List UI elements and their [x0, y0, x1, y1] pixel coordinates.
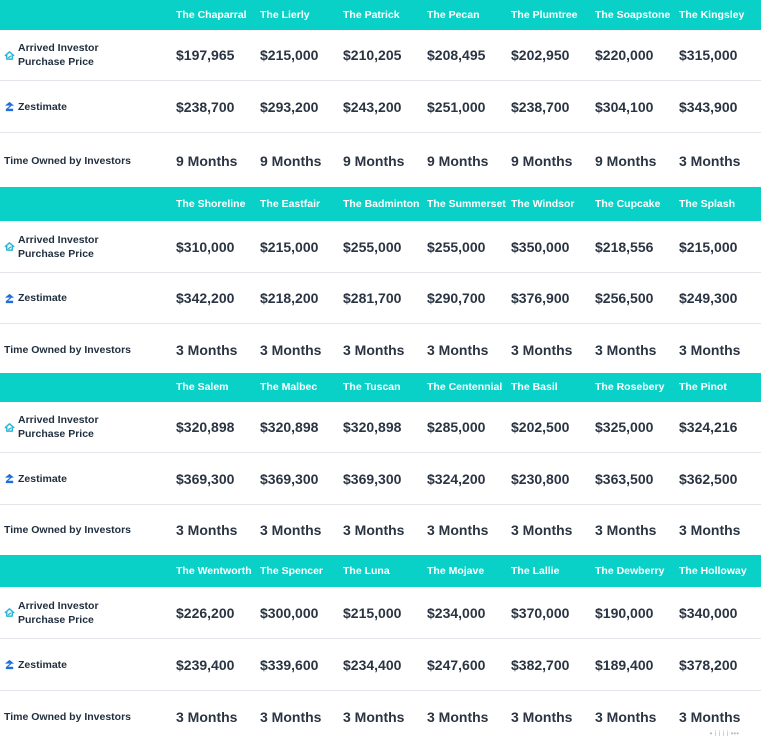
arrived-house-icon	[4, 50, 15, 61]
home-name-header: The Lallie	[511, 565, 560, 577]
time-owned-value: 3 Months	[679, 153, 741, 169]
home-name-header: The Patrick	[343, 9, 400, 21]
table-row-time-owned	[0, 324, 761, 375]
row-label-text: Time Owned by Investors	[4, 711, 132, 723]
home-name-header: The Centennial	[427, 381, 503, 393]
row-label-line-2: Purchase Price	[18, 428, 94, 440]
time-owned-value: 3 Months	[427, 709, 489, 725]
zestimate-value: $376,900	[511, 290, 570, 306]
purchase-price-value: $234,000	[427, 604, 486, 621]
table-row-purchase-price	[0, 587, 761, 639]
table-row-purchase-price	[0, 30, 761, 81]
zestimate-value: $342,200	[176, 290, 235, 306]
home-name-header: The Basil	[511, 381, 558, 393]
home-name-header: The Splash	[679, 198, 736, 210]
zestimate-value: $369,300	[343, 470, 402, 487]
row-label-arrived-purchase-price	[4, 402, 169, 452]
purchase-price-value: $218,556	[595, 238, 654, 255]
row-label-line-2: Purchase Price	[18, 613, 94, 626]
home-name-header: The Pinot	[679, 381, 727, 393]
time-owned-value: 3 Months	[343, 709, 405, 725]
zestimate-value: $339,600	[260, 656, 319, 673]
time-owned-value: 3 Months	[679, 709, 741, 725]
time-owned-value: 9 Months	[427, 153, 489, 169]
purchase-price-value: $255,000	[427, 238, 486, 255]
time-owned-value: 9 Months	[260, 153, 322, 169]
time-owned-value: 9 Months	[343, 153, 405, 169]
home-name-header: The Dewberry	[595, 565, 665, 577]
home-name-header: The Eastfair	[260, 198, 321, 210]
zillow-z-icon	[4, 101, 15, 112]
purchase-price-value: $215,000	[260, 238, 319, 255]
zestimate-value: $363,500	[595, 470, 654, 487]
time-owned-value: 3 Months	[260, 341, 322, 358]
row-label-text: Time Owned by Investors	[4, 155, 132, 167]
zestimate-value: $290,700	[427, 290, 486, 306]
purchase-price-value: $202,950	[511, 47, 570, 63]
row-label-text	[18, 599, 99, 627]
purchase-price-value: $215,000	[679, 238, 738, 255]
zestimate-value: $378,200	[679, 656, 738, 673]
purchase-price-value: $315,000	[679, 47, 738, 63]
row-label-arrived-purchase-price	[4, 221, 169, 272]
purchase-price-value: $320,898	[260, 419, 319, 435]
row-label-text: Time Owned by Investors	[4, 524, 132, 536]
purchase-price-value: $202,500	[511, 419, 570, 435]
time-owned-value: 3 Months	[260, 709, 322, 725]
time-owned-value: 3 Months	[176, 341, 238, 358]
home-name-header: The Rosebery	[595, 381, 665, 393]
section-header-row	[0, 373, 761, 402]
home-name-header: The Salem	[176, 381, 229, 393]
zestimate-value: $234,400	[343, 656, 402, 673]
row-label-line-2: Purchase Price	[18, 247, 94, 260]
table-row-time-owned	[0, 133, 761, 189]
table-row-zestimate	[0, 639, 761, 691]
row-label-arrived-purchase-price	[4, 587, 169, 638]
zestimate-value: $343,900	[679, 98, 738, 115]
row-label-text: Time Owned by Investors	[4, 343, 132, 356]
time-owned-value: 3 Months	[343, 341, 405, 358]
zestimate-value: $251,000	[427, 98, 486, 115]
purchase-price-value: $190,000	[595, 604, 654, 621]
home-name-header: The Lierly	[260, 9, 310, 21]
home-name-header: The Spencer	[260, 565, 324, 577]
purchase-price-value: $370,000	[511, 604, 570, 621]
row-label-text: Zestimate	[18, 658, 68, 671]
purchase-price-value: $324,216	[679, 419, 738, 435]
time-owned-value: 3 Months	[595, 341, 657, 358]
time-owned-value: 3 Months	[176, 522, 238, 538]
zestimate-value: $382,700	[511, 656, 570, 673]
time-owned-value: 3 Months	[679, 341, 741, 358]
zillow-z-icon	[4, 659, 15, 670]
purchase-price-value: $226,200	[176, 604, 235, 621]
table-row-zestimate	[0, 273, 761, 324]
row-label-text: Zestimate	[18, 472, 68, 485]
zestimate-value: $304,100	[595, 98, 654, 115]
purchase-price-value: $340,000	[679, 604, 738, 621]
purchase-price-value: $255,000	[343, 238, 402, 255]
home-name-header: The Windsor	[511, 198, 575, 210]
zestimate-value: $230,800	[511, 470, 570, 487]
zillow-z-icon	[4, 473, 15, 484]
purchase-price-value: $220,000	[595, 47, 654, 63]
section-1	[0, 0, 761, 189]
watermark: • i i i i •••	[709, 729, 739, 738]
row-label-time-owned	[4, 691, 169, 743]
time-owned-value: 3 Months	[511, 522, 573, 538]
arrived-house-icon	[4, 422, 15, 433]
time-owned-value: 3 Months	[427, 341, 489, 358]
purchase-price-value: $320,898	[176, 419, 235, 435]
row-label-text: Zestimate	[18, 292, 68, 304]
zestimate-value: $247,600	[427, 656, 486, 673]
row-label-text	[18, 413, 99, 441]
time-owned-value: 3 Months	[595, 709, 657, 725]
zestimate-value: $218,200	[260, 290, 319, 306]
purchase-price-value: $197,965	[176, 47, 235, 63]
zillow-z-icon	[4, 293, 15, 304]
time-owned-value: 3 Months	[595, 522, 657, 538]
time-owned-value: 9 Months	[176, 153, 238, 169]
table-row-time-owned	[0, 691, 761, 743]
row-label-zestimate	[4, 453, 169, 504]
zestimate-value: $369,300	[176, 470, 235, 487]
table-row-time-owned	[0, 505, 761, 555]
home-name-header: The Chaparral	[176, 9, 247, 21]
section-4	[0, 555, 761, 743]
zestimate-value: $324,200	[427, 470, 486, 487]
row-label-time-owned	[4, 505, 169, 555]
row-label-line-1: Arrived Investor	[18, 599, 99, 612]
home-name-header: The Plumtree	[511, 9, 578, 21]
row-label-arrived-purchase-price	[4, 30, 169, 80]
row-label-zestimate	[4, 273, 169, 323]
zestimate-value: $369,300	[260, 470, 319, 487]
home-name-header: The Pecan	[427, 9, 480, 21]
row-label-zestimate	[4, 639, 169, 690]
home-name-header: The Mojave	[427, 565, 485, 577]
row-label-text: Zestimate	[18, 100, 68, 113]
home-name-header: The Luna	[343, 565, 390, 577]
purchase-price-value: $325,000	[595, 419, 654, 435]
purchase-price-value: $215,000	[260, 47, 319, 63]
home-name-header: The Badminton	[343, 198, 420, 210]
home-name-header: The Malbec	[260, 381, 318, 393]
time-owned-value: 3 Months	[260, 522, 322, 538]
zestimate-value: $281,700	[343, 290, 402, 306]
zestimate-value: $293,200	[260, 98, 319, 115]
section-header-row	[0, 0, 761, 30]
purchase-price-value: $285,000	[427, 419, 486, 435]
time-owned-value: 9 Months	[511, 153, 573, 169]
purchase-price-value: $320,898	[343, 419, 402, 435]
zestimate-value: $249,300	[679, 290, 738, 306]
row-label-text	[18, 41, 99, 69]
section-header-row	[0, 187, 761, 221]
purchase-price-value: $208,495	[427, 47, 486, 63]
row-label-time-owned	[4, 324, 169, 375]
table-row-zestimate	[0, 453, 761, 505]
row-label-zestimate	[4, 81, 169, 132]
home-name-header: The Tuscan	[343, 381, 401, 393]
purchase-price-value: $310,000	[176, 238, 235, 255]
section-3	[0, 373, 761, 555]
table-row-zestimate	[0, 81, 761, 133]
zestimate-value: $256,500	[595, 290, 654, 306]
row-label-line-1: Arrived Investor	[18, 233, 99, 246]
row-label-line-1: Arrived Investor	[18, 414, 99, 426]
section-2	[0, 187, 761, 375]
zestimate-value: $189,400	[595, 656, 654, 673]
zestimate-value: $238,700	[176, 98, 235, 115]
section-header-row	[0, 555, 761, 587]
home-name-header: The Holloway	[679, 565, 747, 577]
table-row-purchase-price	[0, 221, 761, 273]
zestimate-value: $238,700	[511, 98, 570, 115]
purchase-price-value: $210,205	[343, 47, 402, 63]
zestimate-value: $239,400	[176, 656, 235, 673]
row-label-time-owned	[4, 133, 169, 189]
arrived-house-icon	[4, 241, 15, 252]
time-owned-value: 3 Months	[176, 709, 238, 725]
home-name-header: The Summerset	[427, 198, 506, 210]
row-label-line-2: Purchase Price	[18, 56, 94, 68]
zestimate-value: $362,500	[679, 470, 738, 487]
zestimate-value: $243,200	[343, 98, 402, 115]
time-owned-value: 3 Months	[679, 522, 741, 538]
home-name-header: The Kingsley	[679, 9, 745, 21]
row-label-text	[18, 233, 99, 261]
home-name-header: The Cupcake	[595, 198, 661, 210]
time-owned-value: 3 Months	[511, 709, 573, 725]
purchase-price-value: $350,000	[511, 238, 570, 255]
time-owned-value: 3 Months	[343, 522, 405, 538]
home-name-header: The Shoreline	[176, 198, 246, 210]
time-owned-value: 9 Months	[595, 153, 657, 169]
arrived-house-icon	[4, 607, 15, 618]
home-name-header: The Soapstone	[595, 9, 671, 21]
time-owned-value: 3 Months	[511, 341, 573, 358]
time-owned-value: 3 Months	[427, 522, 489, 538]
home-name-header: The Wentworth	[176, 565, 252, 577]
row-label-line-1: Arrived Investor	[18, 42, 99, 54]
purchase-price-value: $300,000	[260, 604, 319, 621]
purchase-price-value: $215,000	[343, 604, 402, 621]
table-row-purchase-price	[0, 402, 761, 453]
